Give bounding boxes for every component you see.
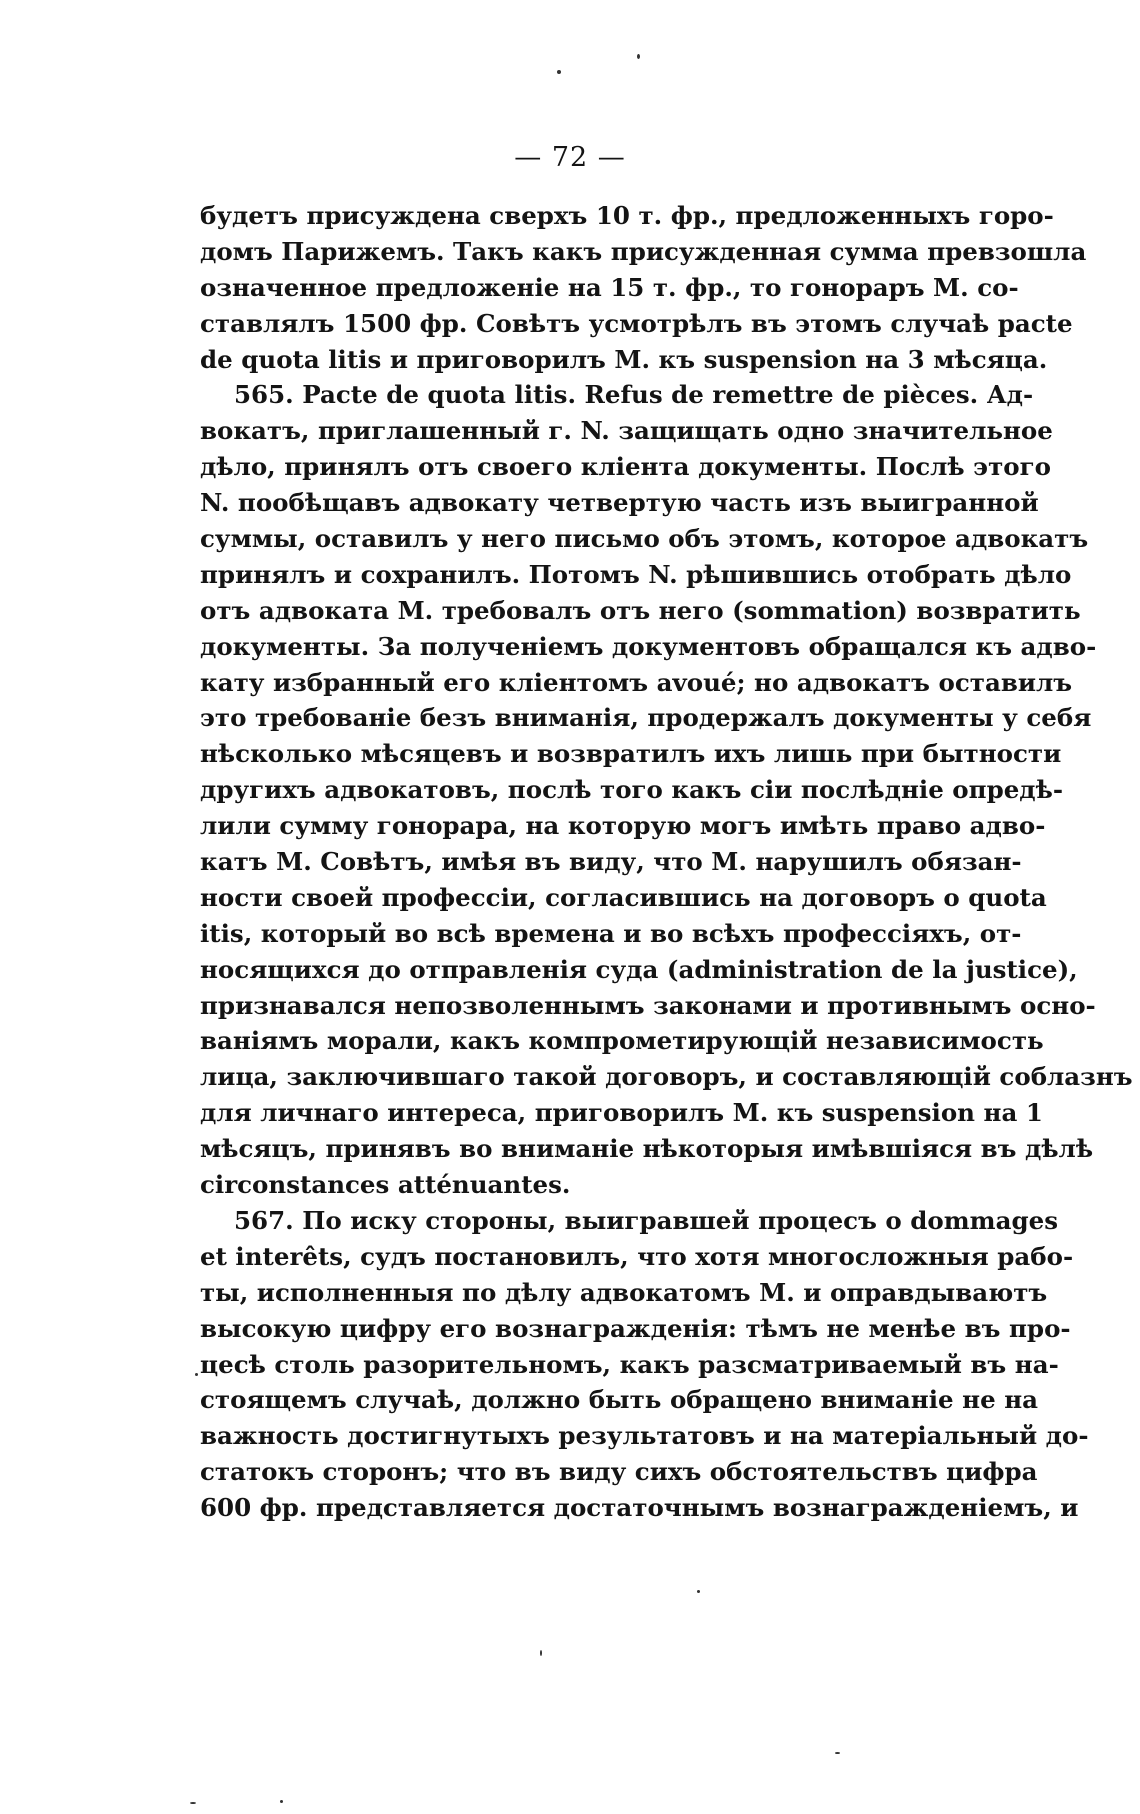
text-line: стоящемъ случаѣ, должно быть обращено вниманіе не на bbox=[200, 1385, 1039, 1415]
text-line: ваніямъ морали, какъ компрометирующій независимость bbox=[200, 1026, 1044, 1056]
page-number: — 72 — bbox=[514, 142, 626, 173]
text-line: et interêts, судъ постановилъ, что хотя многосложныя рабо- bbox=[200, 1241, 1074, 1271]
text-line: домъ Парижемъ. Такъ какъ присужденная сумма превзошла bbox=[200, 236, 1087, 266]
text-line: катъ М. Совѣтъ, имѣя въ виду, что М. нарушилъ обязан- bbox=[200, 847, 1022, 877]
text-line: 565. Pacte de quota litis. Refus de remettre de pièces. Ад- bbox=[234, 380, 1034, 410]
body-text bbox=[200, 198, 1133, 1526]
scan-speck bbox=[557, 70, 561, 74]
scan-speck bbox=[195, 1373, 198, 1376]
text-line: для личнаго интереса, приговорилъ М. къ suspension на 1 bbox=[200, 1098, 1043, 1128]
scan-speck bbox=[190, 1802, 196, 1804]
text-line: 567. По иску стороны, выигравшей процесъ о dommages bbox=[234, 1205, 1058, 1235]
scan-speck bbox=[540, 1650, 542, 1656]
text-line: цесѣ столь разорительномъ, какъ разсматриваемый въ на- bbox=[200, 1349, 1059, 1379]
text-line: 600 фр. представляется достаточнымъ вознагражденіемъ, и bbox=[200, 1493, 1079, 1523]
text-line: дѣло, принялъ отъ своего кліента документы. Послѣ этого bbox=[200, 452, 1051, 482]
text-line: суммы, оставилъ у него письмо объ этомъ, которое адвокатъ bbox=[200, 524, 1089, 554]
text-line: признавался непозволеннымъ законами и противнымъ осно- bbox=[200, 990, 1096, 1020]
text-line: ты, исполненныя по дѣлу адвокатомъ М. и оправдываютъ bbox=[200, 1277, 1048, 1307]
text-line: circonstances atténuantes. bbox=[200, 1170, 571, 1200]
text-line: мѣсяцъ, принявъ во вниманіе нѣкоторыя имѣвшіяся въ дѣлѣ bbox=[200, 1134, 1094, 1164]
text-line: носящихся до отправленія суда (administration de la justice), bbox=[200, 954, 1078, 984]
text-line: нѣсколько мѣсяцевъ и возвратилъ ихъ лишь при бытности bbox=[200, 739, 1062, 769]
text-line: означенное предложеніе на 15 т. фр., то гонораръ М. со- bbox=[200, 272, 1019, 302]
text-line: лица, заключившаго такой договоръ, и составляющій соблазнъ bbox=[200, 1062, 1133, 1092]
text-line: другихъ адвокатовъ, послѣ того какъ сіи послѣдніе опредѣ- bbox=[200, 775, 1064, 805]
text-line: itis, который во всѣ времена и во всѣхъ профессіяхъ, от- bbox=[200, 918, 1022, 948]
text-line: ности своей профессіи, согласившись на договоръ о quota bbox=[200, 882, 1047, 912]
text-line: ставлялъ 1500 фр. Совѣтъ усмотрѣлъ въ этомъ случаѣ pacte bbox=[200, 308, 1073, 338]
text-line: статокъ сторонъ; что въ виду сихъ обстоятельствъ цифра bbox=[200, 1457, 1038, 1487]
text-line: отъ адвоката М. требовалъ отъ него (sommation) возвратить bbox=[200, 595, 1081, 625]
text-line: лили сумму гонорара, на которую могъ имѣть право адво- bbox=[200, 811, 1046, 841]
text-line: высокую цифру его вознагражденія: тѣмъ не менѣе въ про- bbox=[200, 1313, 1071, 1343]
text-line: важность достигнутыхъ результатовъ и на матеріальный до- bbox=[200, 1421, 1089, 1451]
scan-speck bbox=[637, 54, 640, 59]
text-line: кату избранный его кліентомъ avoué; но адвокатъ оставилъ bbox=[200, 667, 1073, 697]
scan-speck bbox=[835, 1752, 840, 1754]
text-line: N. пообѣщавъ адвокату четвертую часть изъ выигранной bbox=[200, 488, 1039, 518]
text-line: документы. За полученіемъ документовъ обращался къ адво- bbox=[200, 631, 1097, 661]
text-line: вокатъ, приглашенный г. N. защищать одно значительное bbox=[200, 416, 1053, 446]
text-line: будетъ присуждена сверхъ 10 т. фр., предложенныхъ горо- bbox=[200, 201, 1054, 230]
text-line: это требованіе безъ вниманія, продержалъ документы у себя bbox=[200, 703, 1092, 733]
scan-speck bbox=[280, 1800, 283, 1803]
text-line: de quota litis и приговорилъ М. къ suspension на 3 мѣсяца. bbox=[200, 344, 1048, 374]
scan-speck bbox=[697, 1590, 700, 1593]
text-line: принялъ и сохранилъ. Потомъ N. рѣшившись отобрать дѣло bbox=[200, 559, 1072, 589]
